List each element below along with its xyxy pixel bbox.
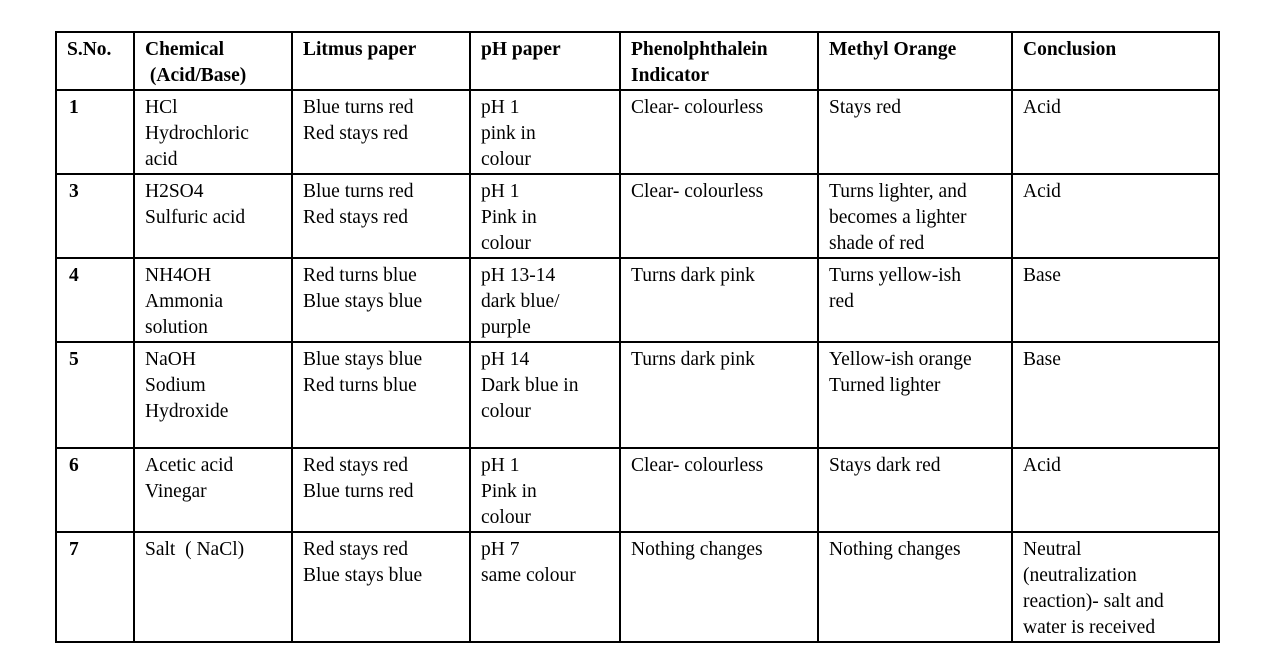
cell-conclusion: Acid xyxy=(1012,90,1219,174)
cell-sno: 7 xyxy=(56,532,134,642)
table-row xyxy=(56,342,1219,448)
cell-litmus: Blue stays blue Red turns blue xyxy=(292,342,470,448)
cell-conclusion: Acid xyxy=(1012,174,1219,258)
header-ph-paper: pH paper xyxy=(470,32,620,90)
cell-methyl-orange: Stays red xyxy=(818,90,1012,174)
header-litmus-paper: Litmus paper xyxy=(292,32,470,90)
cell-litmus: Red stays red Blue stays blue xyxy=(292,532,470,642)
cell-chemical: Acetic acid Vinegar xyxy=(134,448,292,532)
cell-chemical: NaOH Sodium Hydroxide xyxy=(134,342,292,448)
cell-phenolphthalein: Turns dark pink xyxy=(620,258,818,342)
cell-phenolphthalein: Nothing changes xyxy=(620,532,818,642)
cell-litmus: Red turns blue Blue stays blue xyxy=(292,258,470,342)
cell-phenolphthalein: Clear- colourless xyxy=(620,90,818,174)
table-row xyxy=(56,258,1219,342)
table-row xyxy=(56,90,1219,174)
table-row xyxy=(56,532,1219,642)
header-conclusion: Conclusion xyxy=(1012,32,1219,90)
cell-phenolphthalein: Clear- colourless xyxy=(620,448,818,532)
cell-litmus: Red stays red Blue turns red xyxy=(292,448,470,532)
cell-ph: pH 1 Pink in colour xyxy=(470,448,620,532)
cell-chemical: H2SO4 Sulfuric acid xyxy=(134,174,292,258)
cell-conclusion: Base xyxy=(1012,258,1219,342)
cell-methyl-orange: Turns lighter, and becomes a lighter shade of red xyxy=(818,174,1012,258)
table-row xyxy=(56,174,1219,258)
cell-sno: 6 xyxy=(56,448,134,532)
header-phenolphthalein: Phenolphthalein Indicator xyxy=(620,32,818,90)
cell-chemical: Salt ( NaCl) xyxy=(134,532,292,642)
cell-litmus: Blue turns red Red stays red xyxy=(292,174,470,258)
table-header-row xyxy=(56,32,1219,90)
cell-conclusion: Base xyxy=(1012,342,1219,448)
cell-litmus: Blue turns red Red stays red xyxy=(292,90,470,174)
cell-ph: pH 14 Dark blue in colour xyxy=(470,342,620,448)
cell-conclusion: Acid xyxy=(1012,448,1219,532)
cell-ph: pH 1 Pink in colour xyxy=(470,174,620,258)
cell-sno: 4 xyxy=(56,258,134,342)
cell-methyl-orange: Turns yellow-ish red xyxy=(818,258,1012,342)
cell-conclusion: Neutral (neutralization reaction)- salt and water is received xyxy=(1012,532,1219,642)
cell-phenolphthalein: Clear- colourless xyxy=(620,174,818,258)
cell-methyl-orange: Stays dark red xyxy=(818,448,1012,532)
cell-phenolphthalein: Turns dark pink xyxy=(620,342,818,448)
cell-sno: 3 xyxy=(56,174,134,258)
header-sno: S.No. xyxy=(56,32,134,90)
header-chemical: Chemical (Acid/Base) xyxy=(134,32,292,90)
cell-chemical: HCl Hydrochloric acid xyxy=(134,90,292,174)
header-methyl-orange: Methyl Orange xyxy=(818,32,1012,90)
cell-methyl-orange: Yellow-ish orange Turned lighter xyxy=(818,342,1012,448)
cell-methyl-orange: Nothing changes xyxy=(818,532,1012,642)
indicator-results-table xyxy=(55,31,1220,643)
cell-sno: 1 xyxy=(56,90,134,174)
cell-ph: pH 1 pink in colour xyxy=(470,90,620,174)
table-row xyxy=(56,448,1219,532)
cell-ph: pH 13-14 dark blue/ purple xyxy=(470,258,620,342)
cell-ph: pH 7 same colour xyxy=(470,532,620,642)
cell-chemical: NH4OH Ammonia solution xyxy=(134,258,292,342)
cell-sno: 5 xyxy=(56,342,134,448)
